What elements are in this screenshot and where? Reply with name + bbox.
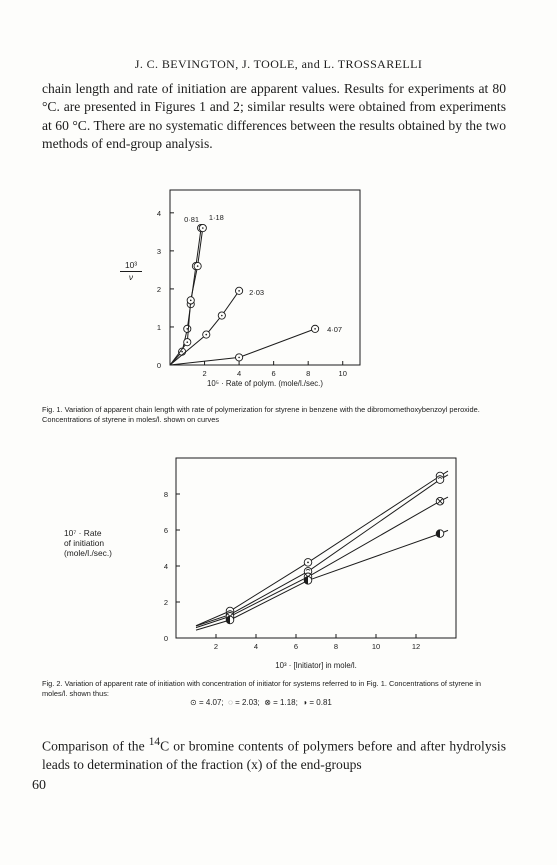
fig2-y-tick-label: 6 bbox=[163, 526, 168, 535]
fig1-data-point-center bbox=[205, 334, 207, 336]
fig1-data-point-center bbox=[314, 328, 316, 330]
fig1-series-label: 1·18 bbox=[208, 213, 224, 223]
fig2-x-tick-label: 8 bbox=[333, 642, 339, 651]
fig2-y-tick-label: 4 bbox=[163, 562, 168, 571]
fig1-y-tick-label: 0 bbox=[156, 361, 161, 370]
figure-2-chart bbox=[90, 448, 470, 673]
running-header: J. C. BEVINGTON, J. TOOLE, and L. TROSSARELLI bbox=[134, 57, 423, 71]
fig2-y-tick-label: 2 bbox=[163, 598, 168, 607]
fig1-series-label: 2·03 bbox=[249, 287, 265, 297]
legend-081: = 0.81 bbox=[309, 698, 332, 707]
fig2-x-tick-label: 10 bbox=[371, 642, 381, 651]
fig2-x-tick-label: 2 bbox=[213, 642, 219, 651]
fig1-y-tick-label: 3 bbox=[156, 246, 161, 256]
fig2-y-axis-label: 10⁷ · Rate of initiation (mole/l./sec.) bbox=[64, 528, 112, 558]
fig2-series-line bbox=[196, 471, 448, 626]
fig1-x-axis-label: 10⁵ · Rate of polym. (mole/l./sec.) bbox=[207, 379, 323, 388]
legend-407: = 4.07; bbox=[198, 698, 224, 707]
fig1-y-tick-label: 4 bbox=[156, 208, 161, 218]
fig1-x-tick-label: 6 bbox=[271, 369, 276, 378]
fig2-plot-frame bbox=[176, 458, 456, 638]
fig2-x-tick-label: 12 bbox=[411, 642, 421, 651]
figure-1-chart bbox=[90, 180, 380, 395]
fig2-y-tick-label: 8 bbox=[163, 490, 168, 499]
fig1-x-tick-label: 10 bbox=[338, 369, 347, 378]
figure-2-caption: Fig. 2. Variation of apparent rate of initiation with concentration of initiator for systems referred to in Fig. 1. Concentrations of styrene in moles/l. shown thus: bbox=[42, 679, 482, 698]
legend-crossed-circle-icon: ⊗ bbox=[264, 698, 271, 707]
fig2-marker-dot bbox=[307, 562, 309, 564]
legend-half-open-circle-icon: ◌ bbox=[228, 698, 233, 707]
fig1-x-tick-label: 8 bbox=[306, 369, 311, 378]
legend-half-filled-circle-icon: ◑ bbox=[302, 698, 308, 707]
fig1-series-label: 4·07 bbox=[327, 324, 343, 334]
intro-paragraph: chain length and rate of initiation are apparent values. Results for experiments at 80 °C. are presented in Figures 1 and 2; similar results were obtained from experiments at 60 °C. There are no systematic differences between the results obtained by the two methods of end-group analysis. bbox=[42, 81, 506, 152]
fig1-data-point-center bbox=[202, 227, 204, 229]
fig2-series-line bbox=[196, 475, 448, 626]
fig1-data-point-center bbox=[238, 357, 240, 359]
fig2-series-line bbox=[196, 497, 448, 627]
fig1-data-point-center bbox=[181, 351, 183, 353]
fig1-x-tick-label: 4 bbox=[237, 369, 242, 378]
fig1-data-point-center bbox=[197, 265, 199, 267]
fig2-legend bbox=[190, 698, 490, 708]
figure-1-caption: Fig. 1. Variation of apparent chain length with rate of polymerization for styrene in benzene with the dibromomethoxybenzoyl peroxide. Concentrations of styrene in moles/l. shown on curves bbox=[42, 405, 480, 424]
fig1-series-label: 0·81 bbox=[184, 215, 200, 225]
legend-118: = 1.18; bbox=[273, 698, 298, 707]
fig1-y-tick-label: 2 bbox=[156, 284, 161, 294]
fig1-y-axis-label: 10³ ν bbox=[120, 260, 142, 282]
fig2-x-tick-label: 6 bbox=[293, 642, 299, 651]
legend-203: = 2.03; bbox=[235, 698, 260, 707]
fig2-data-point bbox=[436, 476, 444, 484]
conclusion-paragraph: Comparison of the $^{14}$C or bromine contents of polymers before and after hydrolysis leads to determination of the fraction (x) of the end-groups bbox=[42, 736, 506, 772]
fig2-y-tick-label: 0 bbox=[163, 634, 168, 643]
fig1-data-point-center bbox=[186, 341, 188, 343]
fig1-data-point-center bbox=[190, 300, 192, 302]
fig1-data-point-center bbox=[221, 315, 223, 317]
fig2-x-tick-label: 4 bbox=[253, 642, 259, 651]
fig2-x-axis-label: 10³ · [Initiator] in mole/l. bbox=[275, 661, 357, 670]
page-number: 60 bbox=[32, 778, 46, 793]
fig1-data-point-center bbox=[238, 290, 240, 292]
legend-dot-circle-icon: ⊙ bbox=[190, 698, 197, 707]
fig1-y-tick-label: 1 bbox=[156, 322, 161, 332]
fig1-x-tick-label: 2 bbox=[202, 369, 207, 378]
fig1-data-point-center bbox=[186, 328, 188, 330]
